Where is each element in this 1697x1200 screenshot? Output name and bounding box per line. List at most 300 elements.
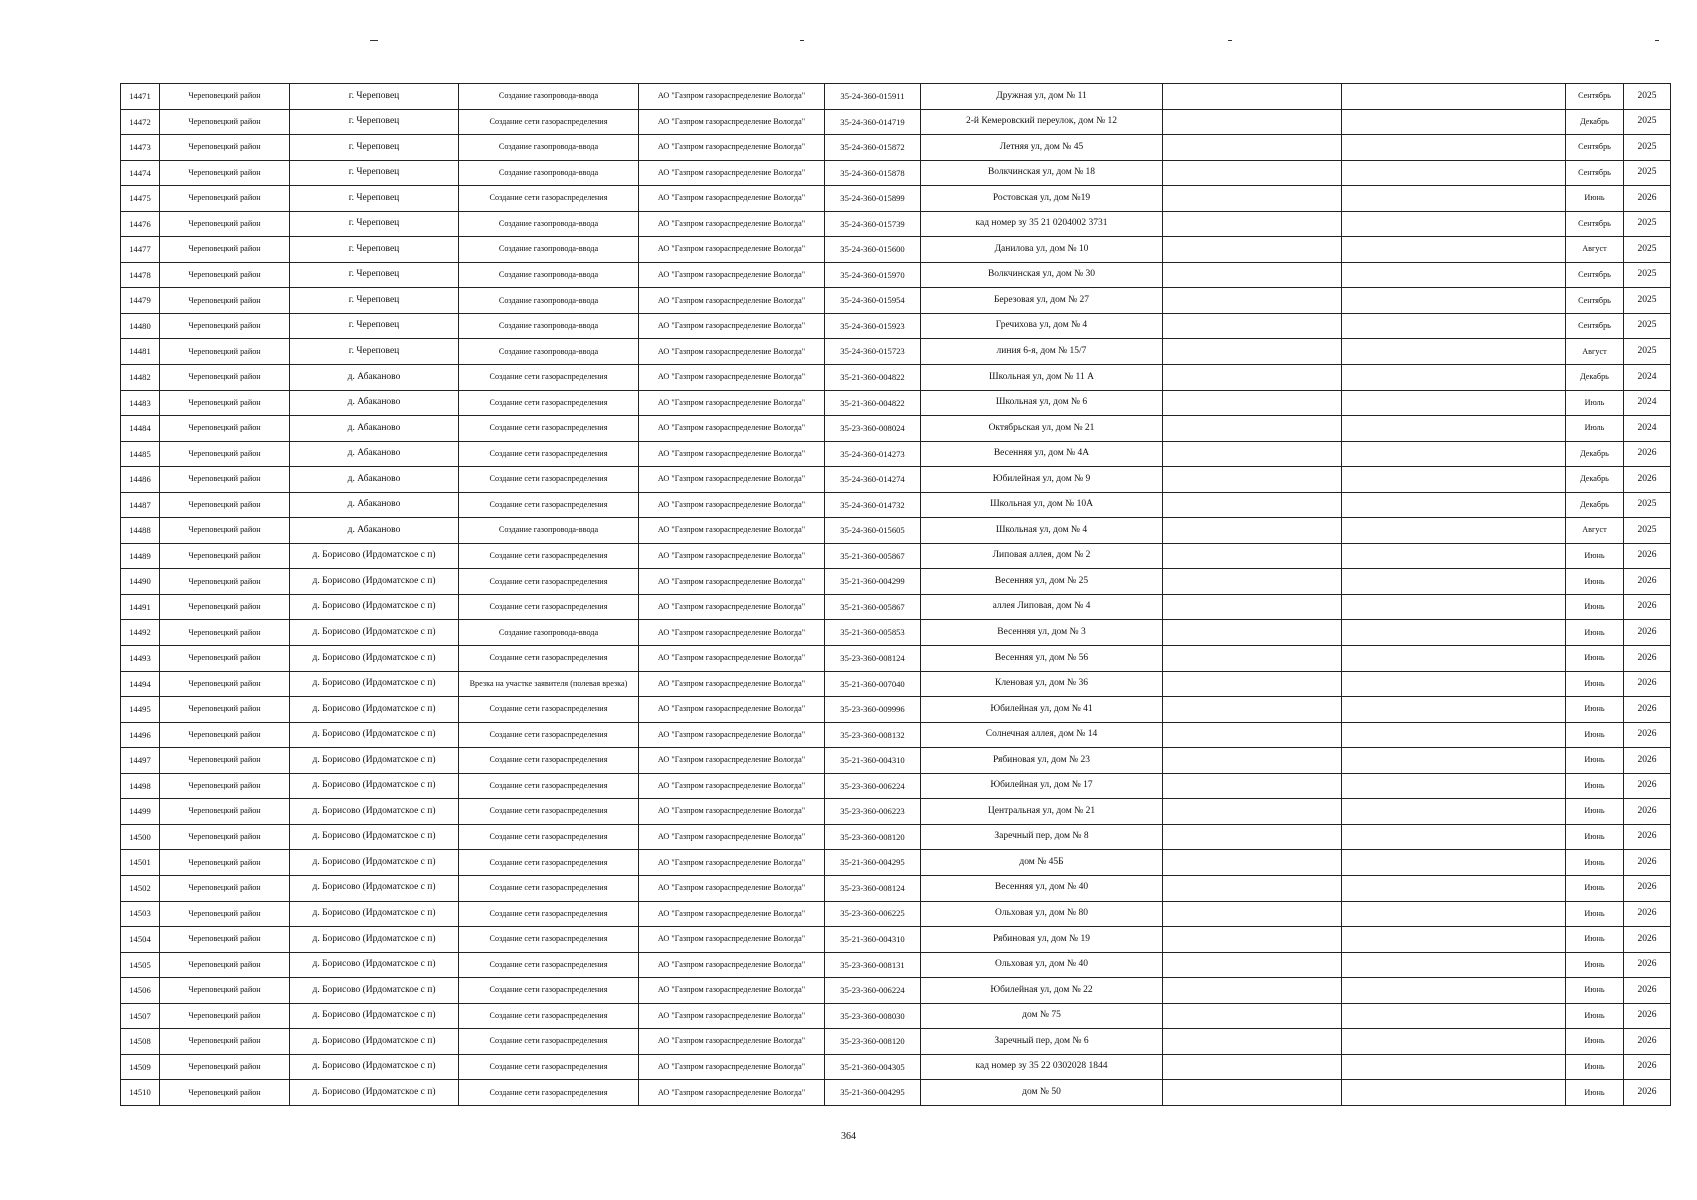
cell-settlement: д. Абаканово bbox=[290, 518, 459, 544]
cell-address: Школьная ул, дом № 6 bbox=[921, 390, 1163, 416]
cell-work-type: Создание сети газораспределения bbox=[459, 875, 639, 901]
cell-row-number: 14473 bbox=[121, 135, 160, 161]
cell-work-type: Создание сети газораспределения bbox=[459, 952, 639, 978]
table-row bbox=[121, 671, 1671, 697]
cell-settlement: д. Борисово (Ирдоматское с п) bbox=[290, 773, 459, 799]
cell-blank-col-1 bbox=[1163, 441, 1342, 467]
cell-month: Август bbox=[1566, 237, 1624, 263]
cell-work-type: Создание сети газораспределения bbox=[459, 1003, 639, 1029]
cell-settlement: г. Череповец bbox=[290, 135, 459, 161]
cell-month: Июнь bbox=[1566, 901, 1624, 927]
cell-district: Череповецкий район bbox=[160, 1054, 290, 1080]
table-row bbox=[121, 1003, 1671, 1029]
cell-blank-col-1 bbox=[1163, 416, 1342, 442]
cell-blank-col-1 bbox=[1163, 569, 1342, 595]
cell-month: Июнь bbox=[1566, 875, 1624, 901]
cell-district: Череповецкий район bbox=[160, 313, 290, 339]
cell-year: 2026 bbox=[1624, 1080, 1671, 1106]
cell-address: Школьная ул, дом № 4 bbox=[921, 518, 1163, 544]
cell-district: Череповецкий район bbox=[160, 492, 290, 518]
cell-month: Июнь bbox=[1566, 773, 1624, 799]
cell-work-type: Создание сети газораспределения bbox=[459, 594, 639, 620]
cell-district: Череповецкий район bbox=[160, 262, 290, 288]
cell-blank-col-1 bbox=[1163, 646, 1342, 672]
cell-work-type: Создание сети газораспределения bbox=[459, 901, 639, 927]
cell-settlement: д. Борисово (Ирдоматское с п) bbox=[290, 646, 459, 672]
cell-work-type: Создание сети газораспределения bbox=[459, 543, 639, 569]
cell-month: Сентябрь bbox=[1566, 313, 1624, 339]
cell-address: Школьная ул, дом № 10А bbox=[921, 492, 1163, 518]
cell-row-number: 14491 bbox=[121, 594, 160, 620]
table-row bbox=[121, 1054, 1671, 1080]
cell-blank-col-1 bbox=[1163, 697, 1342, 723]
cell-month: Декабрь bbox=[1566, 467, 1624, 493]
cell-district: Череповецкий район bbox=[160, 978, 290, 1004]
cell-settlement: д. Борисово (Ирдоматское с п) bbox=[290, 722, 459, 748]
cell-application-number: 35-23-360-008120 bbox=[825, 1029, 921, 1055]
cell-work-type: Создание сети газораспределения bbox=[459, 416, 639, 442]
table-row bbox=[121, 543, 1671, 569]
table-row bbox=[121, 160, 1671, 186]
cell-row-number: 14499 bbox=[121, 799, 160, 825]
cell-month: Июнь bbox=[1566, 186, 1624, 212]
cell-application-number: 35-24-360-014273 bbox=[825, 441, 921, 467]
cell-application-number: 35-24-360-014274 bbox=[825, 467, 921, 493]
cell-work-type: Создание газопровода-ввода bbox=[459, 84, 639, 110]
cell-district: Череповецкий район bbox=[160, 135, 290, 161]
cell-application-number: 35-23-360-008120 bbox=[825, 824, 921, 850]
cell-organization: АО "Газпром газораспределение Вологда" bbox=[639, 390, 825, 416]
cell-district: Череповецкий район bbox=[160, 160, 290, 186]
cell-work-type: Создание сети газораспределения bbox=[459, 646, 639, 672]
cell-blank-col-1 bbox=[1163, 543, 1342, 569]
cell-district: Череповецкий район bbox=[160, 365, 290, 391]
cell-month: Июнь bbox=[1566, 722, 1624, 748]
cell-address: Весенняя ул, дом № 56 bbox=[921, 646, 1163, 672]
cell-row-number: 14500 bbox=[121, 824, 160, 850]
cell-blank-col-1 bbox=[1163, 262, 1342, 288]
cell-organization: АО "Газпром газораспределение Вологда" bbox=[639, 365, 825, 391]
cell-work-type: Создание газопровода-ввода bbox=[459, 160, 639, 186]
cell-work-type: Создание сети газораспределения bbox=[459, 850, 639, 876]
cell-address: Ольховая ул, дом № 40 bbox=[921, 952, 1163, 978]
cell-blank-col-2 bbox=[1342, 543, 1566, 569]
cell-address: Рябиновая ул, дом № 19 bbox=[921, 927, 1163, 953]
cell-application-number: 35-24-360-015600 bbox=[825, 237, 921, 263]
cell-year: 2025 bbox=[1624, 339, 1671, 365]
cell-row-number: 14474 bbox=[121, 160, 160, 186]
table-row bbox=[121, 441, 1671, 467]
cell-row-number: 14481 bbox=[121, 339, 160, 365]
page-number: 364 bbox=[841, 1131, 856, 1142]
cell-work-type: Создание газопровода-ввода bbox=[459, 620, 639, 646]
table-row bbox=[121, 84, 1671, 110]
cell-application-number: 35-21-360-004295 bbox=[825, 850, 921, 876]
cell-year: 2025 bbox=[1624, 313, 1671, 339]
cell-year: 2026 bbox=[1624, 186, 1671, 212]
cell-district: Череповецкий район bbox=[160, 543, 290, 569]
cell-blank-col-2 bbox=[1342, 237, 1566, 263]
cell-blank-col-1 bbox=[1163, 850, 1342, 876]
cell-row-number: 14510 bbox=[121, 1080, 160, 1106]
table-row bbox=[121, 262, 1671, 288]
cell-row-number: 14486 bbox=[121, 467, 160, 493]
cell-blank-col-2 bbox=[1342, 978, 1566, 1004]
cell-settlement: д. Борисово (Ирдоматское с п) bbox=[290, 671, 459, 697]
cell-blank-col-1 bbox=[1163, 186, 1342, 212]
cell-address: кад номер зу 35 22 0302028 1844 bbox=[921, 1054, 1163, 1080]
table-row bbox=[121, 875, 1671, 901]
cell-district: Череповецкий район bbox=[160, 1003, 290, 1029]
cell-district: Череповецкий район bbox=[160, 1080, 290, 1106]
cell-blank-col-2 bbox=[1342, 1054, 1566, 1080]
cell-district: Череповецкий район bbox=[160, 467, 290, 493]
cell-row-number: 14498 bbox=[121, 773, 160, 799]
cell-row-number: 14477 bbox=[121, 237, 160, 263]
cell-year: 2026 bbox=[1624, 646, 1671, 672]
cell-work-type: Создание сети газораспределения bbox=[459, 799, 639, 825]
cell-district: Череповецкий район bbox=[160, 594, 290, 620]
cell-settlement: д. Борисово (Ирдоматское с п) bbox=[290, 697, 459, 723]
cell-work-type: Создание сети газораспределения bbox=[459, 492, 639, 518]
cell-settlement: д. Борисово (Ирдоматское с п) bbox=[290, 1003, 459, 1029]
table-row bbox=[121, 492, 1671, 518]
cell-settlement: г. Череповец bbox=[290, 313, 459, 339]
cell-organization: АО "Газпром газораспределение Вологда" bbox=[639, 518, 825, 544]
cell-organization: АО "Газпром газораспределение Вологда" bbox=[639, 339, 825, 365]
cell-address: дом № 75 bbox=[921, 1003, 1163, 1029]
cell-work-type: Создание сети газораспределения bbox=[459, 773, 639, 799]
cell-blank-col-1 bbox=[1163, 84, 1342, 110]
cell-application-number: 35-24-360-015923 bbox=[825, 313, 921, 339]
cell-settlement: д. Борисово (Ирдоматское с п) bbox=[290, 875, 459, 901]
cell-organization: АО "Газпром газораспределение Вологда" bbox=[639, 313, 825, 339]
cell-row-number: 14507 bbox=[121, 1003, 160, 1029]
cell-row-number: 14483 bbox=[121, 390, 160, 416]
cell-address: Волкчинская ул, дом № 30 bbox=[921, 262, 1163, 288]
cell-blank-col-1 bbox=[1163, 901, 1342, 927]
cell-blank-col-1 bbox=[1163, 875, 1342, 901]
cell-organization: АО "Газпром газораспределение Вологда" bbox=[639, 288, 825, 314]
cell-row-number: 14475 bbox=[121, 186, 160, 212]
cell-settlement: д. Борисово (Ирдоматское с п) bbox=[290, 594, 459, 620]
cell-address: Заречный пер, дом № 6 bbox=[921, 1029, 1163, 1055]
cell-application-number: 35-23-360-006224 bbox=[825, 978, 921, 1004]
cell-application-number: 35-24-360-015723 bbox=[825, 339, 921, 365]
cell-month: Июнь bbox=[1566, 594, 1624, 620]
cell-application-number: 35-21-360-004299 bbox=[825, 569, 921, 595]
cell-organization: АО "Газпром газораспределение Вологда" bbox=[639, 416, 825, 442]
cell-row-number: 14490 bbox=[121, 569, 160, 595]
cell-blank-col-1 bbox=[1163, 211, 1342, 237]
cell-application-number: 35-23-360-006225 bbox=[825, 901, 921, 927]
cell-application-number: 35-24-360-015605 bbox=[825, 518, 921, 544]
cell-month: Июнь bbox=[1566, 1003, 1624, 1029]
cell-row-number: 14485 bbox=[121, 441, 160, 467]
table-row bbox=[121, 620, 1671, 646]
cell-application-number: 35-23-360-008132 bbox=[825, 722, 921, 748]
cell-settlement: д. Борисово (Ирдоматское с п) bbox=[290, 901, 459, 927]
cell-blank-col-2 bbox=[1342, 671, 1566, 697]
cell-work-type: Создание сети газораспределения bbox=[459, 824, 639, 850]
cell-work-type: Создание газопровода-ввода bbox=[459, 288, 639, 314]
cell-year: 2025 bbox=[1624, 135, 1671, 161]
cell-address: Ростовская ул, дом №19 bbox=[921, 186, 1163, 212]
cell-month: Сентябрь bbox=[1566, 262, 1624, 288]
cell-row-number: 14484 bbox=[121, 416, 160, 442]
cell-organization: АО "Газпром газораспределение Вологда" bbox=[639, 978, 825, 1004]
cell-blank-col-2 bbox=[1342, 135, 1566, 161]
cell-address: Центральная ул, дом № 21 bbox=[921, 799, 1163, 825]
cell-blank-col-2 bbox=[1342, 722, 1566, 748]
cell-district: Череповецкий район bbox=[160, 824, 290, 850]
cell-year: 2026 bbox=[1624, 569, 1671, 595]
cell-application-number: 35-21-360-004295 bbox=[825, 1080, 921, 1106]
cell-blank-col-1 bbox=[1163, 1054, 1342, 1080]
cell-district: Череповецкий район bbox=[160, 697, 290, 723]
cell-year: 2026 bbox=[1624, 671, 1671, 697]
cell-address: Школьная ул, дом № 11 А bbox=[921, 365, 1163, 391]
cell-district: Череповецкий район bbox=[160, 646, 290, 672]
cell-year: 2026 bbox=[1624, 978, 1671, 1004]
cell-blank-col-2 bbox=[1342, 416, 1566, 442]
cell-blank-col-1 bbox=[1163, 773, 1342, 799]
cell-blank-col-1 bbox=[1163, 365, 1342, 391]
cell-organization: АО "Газпром газораспределение Вологда" bbox=[639, 901, 825, 927]
cell-month: Июнь bbox=[1566, 927, 1624, 953]
cell-district: Череповецкий район bbox=[160, 339, 290, 365]
table-row bbox=[121, 416, 1671, 442]
cell-address: линия 6-я, дом № 15/7 bbox=[921, 339, 1163, 365]
cell-address: Рябиновая ул, дом № 23 bbox=[921, 748, 1163, 774]
cell-work-type: Создание газопровода-ввода bbox=[459, 262, 639, 288]
cell-organization: АО "Газпром газораспределение Вологда" bbox=[639, 84, 825, 110]
cell-application-number: 35-24-360-014719 bbox=[825, 109, 921, 135]
cell-blank-col-2 bbox=[1342, 186, 1566, 212]
cell-application-number: 35-21-360-005867 bbox=[825, 543, 921, 569]
registry-table bbox=[120, 83, 1671, 1106]
cell-month: Июнь bbox=[1566, 799, 1624, 825]
cell-year: 2025 bbox=[1624, 211, 1671, 237]
cell-district: Череповецкий район bbox=[160, 773, 290, 799]
cell-organization: АО "Газпром газораспределение Вологда" bbox=[639, 1003, 825, 1029]
cell-district: Череповецкий район bbox=[160, 875, 290, 901]
cell-district: Череповецкий район bbox=[160, 748, 290, 774]
cell-address: дом № 50 bbox=[921, 1080, 1163, 1106]
cell-year: 2024 bbox=[1624, 365, 1671, 391]
cell-application-number: 35-24-360-015911 bbox=[825, 84, 921, 110]
cell-blank-col-1 bbox=[1163, 288, 1342, 314]
cell-address: Юбилейная ул, дом № 22 bbox=[921, 978, 1163, 1004]
cell-blank-col-2 bbox=[1342, 441, 1566, 467]
cell-blank-col-2 bbox=[1342, 467, 1566, 493]
cell-year: 2025 bbox=[1624, 237, 1671, 263]
cell-district: Череповецкий район bbox=[160, 620, 290, 646]
cell-blank-col-2 bbox=[1342, 365, 1566, 391]
cell-work-type: Создание сети газораспределения bbox=[459, 569, 639, 595]
table-row bbox=[121, 646, 1671, 672]
table-row bbox=[121, 824, 1671, 850]
cell-settlement: д. Абаканово bbox=[290, 492, 459, 518]
cell-year: 2026 bbox=[1624, 952, 1671, 978]
cell-district: Череповецкий район bbox=[160, 901, 290, 927]
cell-row-number: 14472 bbox=[121, 109, 160, 135]
cell-application-number: 35-23-360-008131 bbox=[825, 952, 921, 978]
cell-application-number: 35-23-360-008124 bbox=[825, 875, 921, 901]
cell-settlement: г. Череповец bbox=[290, 84, 459, 110]
cell-address: дом № 45Б bbox=[921, 850, 1163, 876]
cell-month: Сентябрь bbox=[1566, 135, 1624, 161]
table-row bbox=[121, 850, 1671, 876]
cell-blank-col-2 bbox=[1342, 313, 1566, 339]
cell-organization: АО "Газпром газораспределение Вологда" bbox=[639, 620, 825, 646]
cell-blank-col-2 bbox=[1342, 288, 1566, 314]
cell-year: 2026 bbox=[1624, 1029, 1671, 1055]
cell-settlement: г. Череповец bbox=[290, 186, 459, 212]
cell-settlement: д. Борисово (Ирдоматское с п) bbox=[290, 748, 459, 774]
cell-row-number: 14503 bbox=[121, 901, 160, 927]
cell-organization: АО "Газпром газораспределение Вологда" bbox=[639, 160, 825, 186]
cell-address: Данилова ул, дом № 10 bbox=[921, 237, 1163, 263]
cell-district: Череповецкий район bbox=[160, 288, 290, 314]
cell-year: 2026 bbox=[1624, 824, 1671, 850]
cell-blank-col-2 bbox=[1342, 901, 1566, 927]
table-row bbox=[121, 518, 1671, 544]
table-body bbox=[121, 84, 1671, 1106]
cell-row-number: 14489 bbox=[121, 543, 160, 569]
cell-blank-col-1 bbox=[1163, 339, 1342, 365]
table-row bbox=[121, 697, 1671, 723]
cell-application-number: 35-23-360-008030 bbox=[825, 1003, 921, 1029]
table-row bbox=[121, 365, 1671, 391]
cell-work-type: Создание сети газораспределения bbox=[459, 1029, 639, 1055]
cell-blank-col-2 bbox=[1342, 1029, 1566, 1055]
cell-row-number: 14501 bbox=[121, 850, 160, 876]
cell-application-number: 35-24-360-014732 bbox=[825, 492, 921, 518]
cell-organization: АО "Газпром газораспределение Вологда" bbox=[639, 824, 825, 850]
cell-month: Июнь bbox=[1566, 543, 1624, 569]
cell-address: Дружная ул, дом № 11 bbox=[921, 84, 1163, 110]
cell-organization: АО "Газпром газораспределение Вологда" bbox=[639, 1054, 825, 1080]
cell-organization: АО "Газпром газораспределение Вологда" bbox=[639, 1080, 825, 1106]
cell-row-number: 14502 bbox=[121, 875, 160, 901]
cell-blank-col-2 bbox=[1342, 799, 1566, 825]
cell-month: Сентябрь bbox=[1566, 288, 1624, 314]
cell-organization: АО "Газпром газораспределение Вологда" bbox=[639, 748, 825, 774]
cell-year: 2026 bbox=[1624, 594, 1671, 620]
cell-organization: АО "Газпром газораспределение Вологда" bbox=[639, 773, 825, 799]
cell-address: Гречихова ул, дом № 4 bbox=[921, 313, 1163, 339]
cell-address: 2-й Кемеровский переулок, дом № 12 bbox=[921, 109, 1163, 135]
cell-blank-col-1 bbox=[1163, 160, 1342, 186]
cell-address: Весенняя ул, дом № 3 bbox=[921, 620, 1163, 646]
cell-organization: АО "Газпром газораспределение Вологда" bbox=[639, 927, 825, 953]
cell-year: 2026 bbox=[1624, 799, 1671, 825]
cell-organization: АО "Газпром газораспределение Вологда" bbox=[639, 492, 825, 518]
cell-settlement: д. Борисово (Ирдоматское с п) bbox=[290, 1080, 459, 1106]
cell-blank-col-2 bbox=[1342, 594, 1566, 620]
cell-year: 2026 bbox=[1624, 773, 1671, 799]
cell-application-number: 35-23-360-009996 bbox=[825, 697, 921, 723]
cell-application-number: 35-21-360-005867 bbox=[825, 594, 921, 620]
cell-organization: АО "Газпром газораспределение Вологда" bbox=[639, 569, 825, 595]
cell-year: 2024 bbox=[1624, 390, 1671, 416]
cell-year: 2026 bbox=[1624, 722, 1671, 748]
cell-blank-col-2 bbox=[1342, 84, 1566, 110]
cell-blank-col-1 bbox=[1163, 824, 1342, 850]
cell-work-type: Создание сети газораспределения bbox=[459, 748, 639, 774]
table-row bbox=[121, 288, 1671, 314]
cell-organization: АО "Газпром газораспределение Вологда" bbox=[639, 211, 825, 237]
cell-blank-col-1 bbox=[1163, 492, 1342, 518]
cell-blank-col-1 bbox=[1163, 1080, 1342, 1106]
cell-year: 2026 bbox=[1624, 850, 1671, 876]
cell-blank-col-2 bbox=[1342, 646, 1566, 672]
cell-address: Юбилейная ул, дом № 41 bbox=[921, 697, 1163, 723]
cell-settlement: д. Абаканово bbox=[290, 441, 459, 467]
cell-year: 2025 bbox=[1624, 288, 1671, 314]
table-row bbox=[121, 952, 1671, 978]
cell-address: Ольховая ул, дом № 80 bbox=[921, 901, 1163, 927]
cell-blank-col-1 bbox=[1163, 620, 1342, 646]
cell-address: Весенняя ул, дом № 4А bbox=[921, 441, 1163, 467]
cell-organization: АО "Газпром газораспределение Вологда" bbox=[639, 722, 825, 748]
cell-row-number: 14493 bbox=[121, 646, 160, 672]
cell-district: Череповецкий район bbox=[160, 671, 290, 697]
cell-blank-col-2 bbox=[1342, 211, 1566, 237]
cell-district: Череповецкий район bbox=[160, 569, 290, 595]
table-row bbox=[121, 1029, 1671, 1055]
cell-blank-col-1 bbox=[1163, 237, 1342, 263]
table-row bbox=[121, 211, 1671, 237]
cell-application-number: 35-24-360-015872 bbox=[825, 135, 921, 161]
cell-settlement: д. Борисово (Ирдоматское с п) bbox=[290, 824, 459, 850]
cell-application-number: 35-24-360-015739 bbox=[825, 211, 921, 237]
cell-organization: АО "Газпром газораспределение Вологда" bbox=[639, 109, 825, 135]
cell-settlement: д. Борисово (Ирдоматское с п) bbox=[290, 1054, 459, 1080]
cell-work-type: Создание сети газораспределения bbox=[459, 1080, 639, 1106]
cell-month: Сентябрь bbox=[1566, 211, 1624, 237]
cell-row-number: 14492 bbox=[121, 620, 160, 646]
cell-organization: АО "Газпром газораспределение Вологда" bbox=[639, 952, 825, 978]
cell-district: Череповецкий район bbox=[160, 1029, 290, 1055]
cell-application-number: 35-23-360-006223 bbox=[825, 799, 921, 825]
cell-blank-col-2 bbox=[1342, 160, 1566, 186]
cell-address: аллея Липовая, дом № 4 bbox=[921, 594, 1163, 620]
cell-row-number: 14509 bbox=[121, 1054, 160, 1080]
cell-work-type: Создание газопровода-ввода bbox=[459, 313, 639, 339]
cell-settlement: д. Борисово (Ирдоматское с п) bbox=[290, 620, 459, 646]
cell-settlement: г. Череповец bbox=[290, 237, 459, 263]
cell-application-number: 35-23-360-008024 bbox=[825, 416, 921, 442]
cell-work-type: Создание газопровода-ввода bbox=[459, 211, 639, 237]
cell-address: Кленовая ул, дом № 36 bbox=[921, 671, 1163, 697]
cell-settlement: д. Борисово (Ирдоматское с п) bbox=[290, 1029, 459, 1055]
table-row bbox=[121, 1080, 1671, 1106]
table-row bbox=[121, 927, 1671, 953]
cell-row-number: 14496 bbox=[121, 722, 160, 748]
cell-district: Череповецкий район bbox=[160, 390, 290, 416]
cell-month: Июнь bbox=[1566, 697, 1624, 723]
cell-district: Череповецкий район bbox=[160, 109, 290, 135]
cell-row-number: 14476 bbox=[121, 211, 160, 237]
cell-district: Череповецкий район bbox=[160, 952, 290, 978]
cell-blank-col-2 bbox=[1342, 518, 1566, 544]
cell-work-type: Создание сети газораспределения bbox=[459, 365, 639, 391]
cell-address: Солнечная аллея, дом № 14 bbox=[921, 722, 1163, 748]
cell-row-number: 14471 bbox=[121, 84, 160, 110]
cell-month: Июнь bbox=[1566, 671, 1624, 697]
